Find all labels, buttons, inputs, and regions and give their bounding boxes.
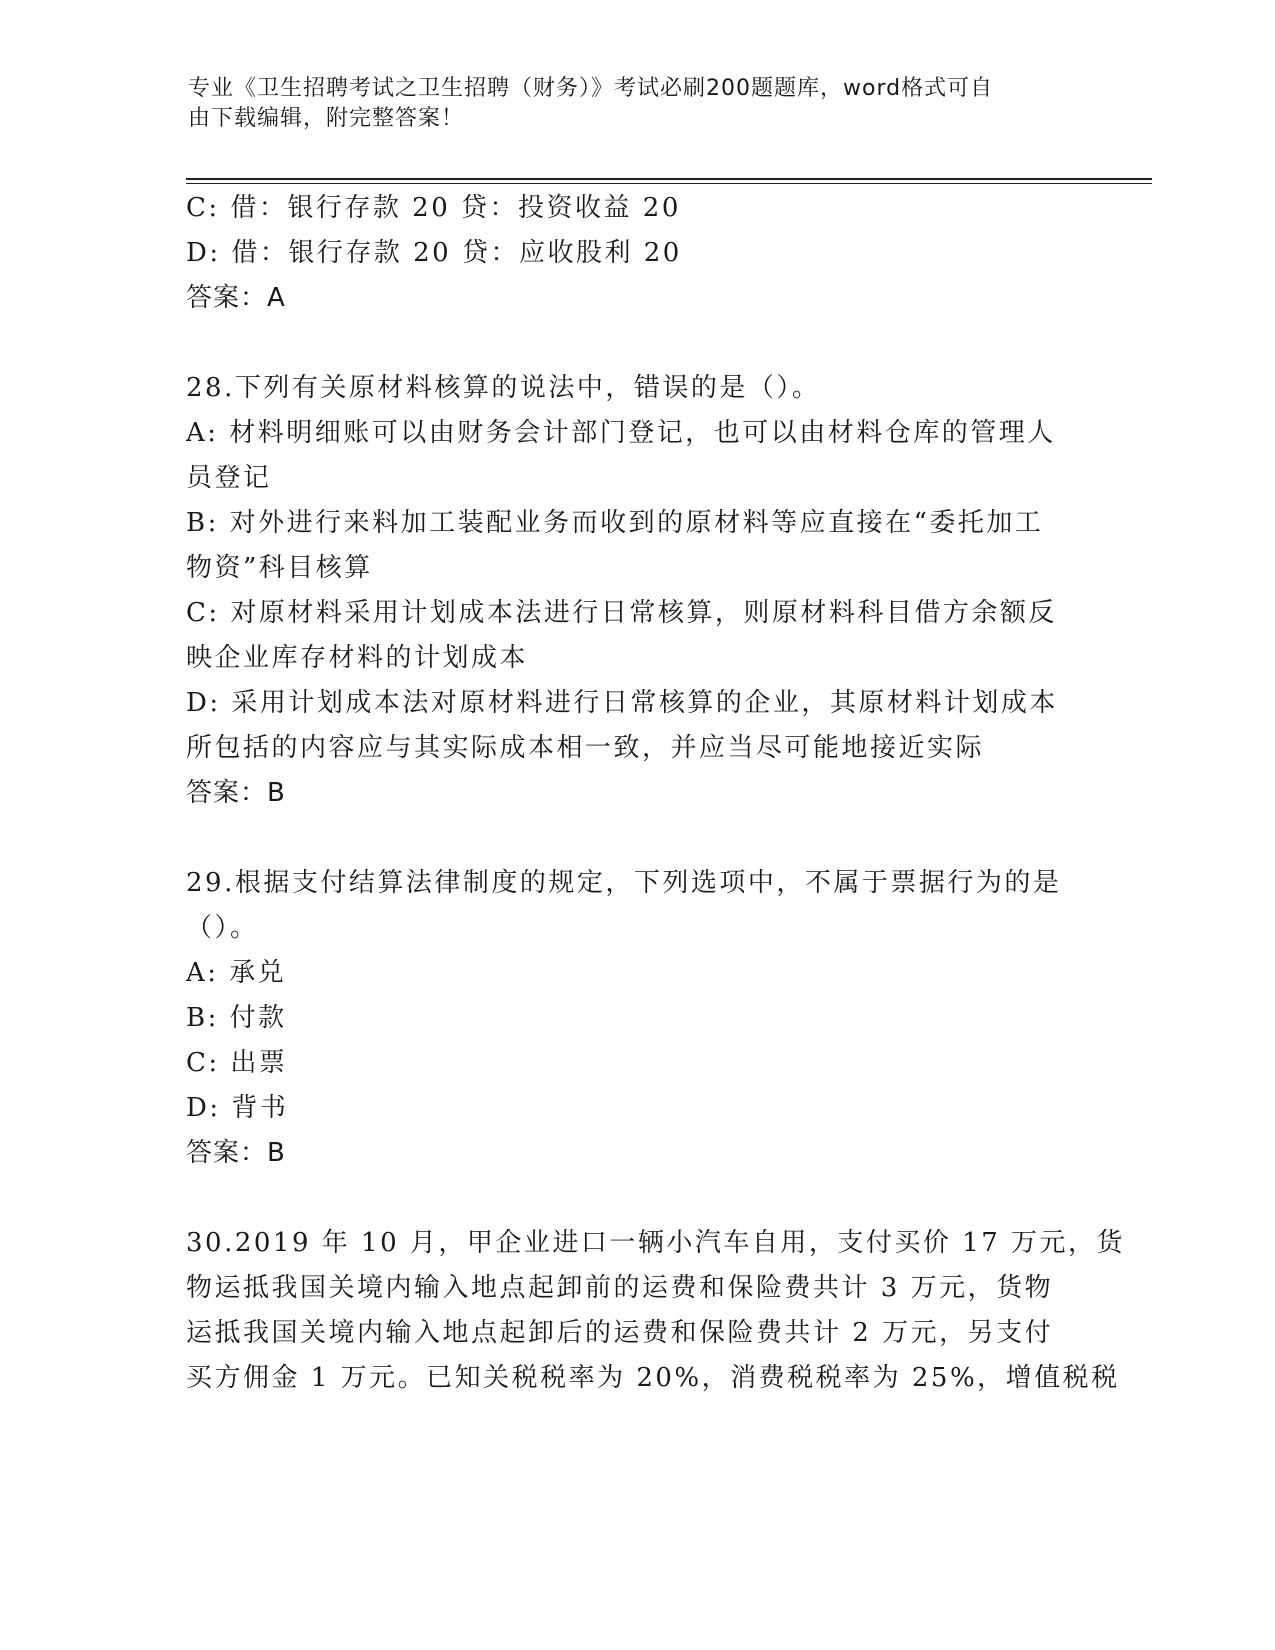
q29-option-a: A: 承兑 <box>186 958 287 988</box>
header-divider-thick <box>186 178 1152 180</box>
q30-stem-line2: 物运抵我国关境内输入地点起卸前的运费和保险费共计 3 万元，货物 <box>186 1273 1054 1303</box>
q29-stem-line2: （）。 <box>186 913 259 943</box>
q27-option-c: C: 借：银行存款 20 贷：投资收益 20 <box>186 193 681 223</box>
q28-option-a-line2: 员登记 <box>186 463 272 493</box>
header-line-1: 专业《卫生招聘考试之卫生招聘（财务）》考试必刷200题题库，word格式可自 <box>188 76 994 101</box>
q29-option-c: C: 出票 <box>186 1048 288 1078</box>
q28-option-a-line1: A: 材料明细账可以由财务会计部门登记，也可以由材料仓库的管理人 <box>186 418 1056 448</box>
header-divider-thin <box>186 183 1152 184</box>
q28-answer: 答案：B <box>186 778 286 808</box>
q27-answer: 答案：A <box>186 283 286 313</box>
q29-answer: 答案：B <box>186 1138 286 1168</box>
q28-option-b-line2: 物资”科目核算 <box>186 553 373 583</box>
q28-option-b-line1: B: 对外进行来料加工装配业务而收到的原材料等应直接在“委托加工 <box>186 508 1044 538</box>
q28-option-d-line1: D: 采用计划成本法对原材料进行日常核算的企业，其原材料计划成本 <box>186 688 1058 718</box>
document-header <box>188 74 1068 134</box>
q28-option-d-line2: 所包括的内容应与其实际成本相一致，并应当尽可能地接近实际 <box>186 733 985 763</box>
q28-option-c-line1: C: 对原材料采用计划成本法进行日常核算，则原材料科目借方余额反 <box>186 598 1057 628</box>
q29-option-b: B: 付款 <box>186 1003 287 1033</box>
q30-stem-line4: 买方佣金 1 万元。已知关税税率为 20%，消费税税率为 25%，增值税税 <box>186 1363 1120 1393</box>
q30-stem-line1: 30.2019 年 10 月，甲企业进口一辆小汽车自用，支付买价 17 万元，货 <box>186 1228 1126 1258</box>
q29-stem-line1: 29.根据支付结算法律制度的规定，下列选项中，不属于票据行为的是 <box>186 868 1062 898</box>
header-line-2: 由下载编辑，附完整答案！ <box>188 106 465 131</box>
q29-option-d: D: 背书 <box>186 1093 289 1123</box>
q30-stem-line3: 运抵我国关境内输入地点起卸后的运费和保险费共计 2 万元，另支付 <box>186 1318 1054 1348</box>
q27-option-d: D: 借：银行存款 20 贷：应收股利 20 <box>186 238 682 268</box>
q28-stem: 28.下列有关原材料核算的说法中，错误的是（）。 <box>186 373 821 403</box>
q28-option-c-line2: 映企业库存材料的计划成本 <box>186 643 529 673</box>
